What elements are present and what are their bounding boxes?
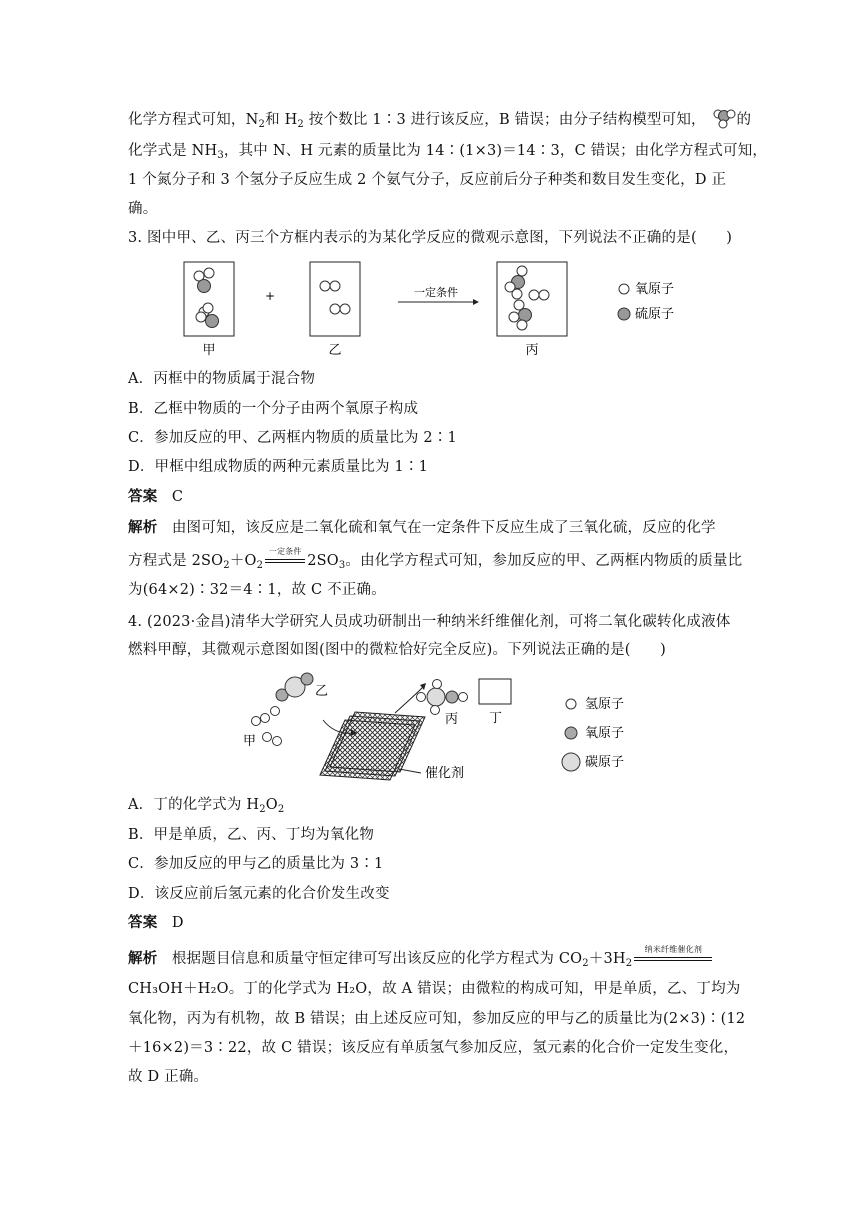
- oxygen-legend-icon: [619, 284, 629, 294]
- catalyst-label: 催化剂: [425, 766, 465, 781]
- para1-line2: 化学式是 $NH_3$，其中 N、H 元素的质量比为 14∶(1×3)＝14∶3，C 错误；由化学方程式可知，: [128, 143, 768, 161]
- q3-option-d: D．甲框中组成物质的两种元素质量比为 1∶1: [128, 459, 429, 475]
- reaction-condition: 一定条件: [263, 551, 307, 571]
- plus-sign: +: [264, 289, 276, 303]
- para1-line4: 确。: [128, 201, 158, 217]
- q4-stem-line1: 4. (2023·金昌)清华大学研究人员成功研制出一种纳米纤维催化剂，可将二氧化碳转化成液体: [128, 614, 731, 630]
- legend-carbon-label: 碳原子: [585, 755, 625, 770]
- arrow-condition-label: 一定条件: [414, 286, 458, 299]
- legend-oxygen-label: 氧原子: [585, 726, 625, 741]
- q4-option-c: C．参加反应的甲与乙的质量比为 3∶1: [128, 856, 384, 872]
- para1-line1: 化学方程式可知，$N_2$和 $H_2$ 按个数比 1∶3 进行该反应，B 错误；由分子结构模型可知， 的: [128, 108, 751, 130]
- q3-stem: 3. 图中甲、乙、丙三个方框内表示的为某化学反应的微观示意图，下列说法不正确的是( ): [128, 230, 733, 246]
- legend-sulfur-label: 硫原子: [635, 307, 675, 322]
- q3-analysis-line3: 为(64×2)∶32＝4∶1，故 C 不正确。: [128, 582, 386, 598]
- q3-analysis-line2: 方程式是 $2SO_2+O_2$ 一定条件 $2SO_3$。由化学方程式可知，参加反应的甲、乙两框内物质的质量比: [128, 547, 743, 571]
- label-bing: 丙: [445, 712, 459, 727]
- legend-hydrogen-label: 氢原子: [585, 697, 625, 712]
- label-yi: 乙: [315, 684, 329, 699]
- q4-option-d: D．该反应前后氢元素的化合价发生改变: [128, 886, 390, 902]
- legend-oxygen-label: 氧原子: [635, 282, 675, 297]
- q3-option-b: B．乙框中物质的一个分子由两个氧原子构成: [128, 401, 419, 417]
- hydrogen-legend-icon: [566, 699, 576, 709]
- q4-option-a: A．丁的化学式为 $H_2O_2$: [128, 797, 285, 815]
- q4-analysis-line2: CH₃OH＋H₂O。丁的化学式为 H₂O，故 A 错误；由微粒的构成可知，甲是单质，乙、丁均为: [128, 981, 741, 997]
- oxygen-legend-icon: [565, 727, 577, 739]
- q4-analysis-line1: 解析 根据题目信息和质量守恒定律可写出该反应的化学方程式为 $CO_2+3H_2$ 纳米纤维催化剂: [128, 949, 714, 969]
- reaction-condition-q4: 纳米纤维催化剂: [632, 949, 714, 969]
- box-ding: [479, 679, 511, 704]
- q3-reaction-figure: [170, 255, 730, 360]
- q3-option-a: A．丙框中的物质属于混合物: [128, 371, 316, 387]
- label-jia: 甲: [243, 734, 257, 749]
- q3-analysis-line1: 解析 由图可知，该反应是二氧化硫和氧气在一定条件下反应生成了三氧化硫，反应的化学: [128, 519, 716, 536]
- sulfur-legend-icon: [618, 308, 630, 320]
- q4-analysis-line3: 氧化物，丙为有机物，故 B 错误；由上述反应可知，参加反应的甲与乙的质量比为(2×3)∶(12: [128, 1011, 746, 1027]
- label-ding: 丁: [489, 711, 503, 726]
- q4-analysis-line4: ＋16×2)＝3∶22，故 C 错误；该反应有单质氢气参加反应，氢元素的化合价一定发生变化，: [128, 1040, 739, 1056]
- q4-answer: 答案 D: [128, 914, 184, 931]
- q4-analysis-line5: 故 D 正确。: [128, 1069, 209, 1085]
- nh3-molecule-icon: [711, 108, 737, 130]
- label-bing: 丙: [525, 343, 539, 358]
- q4-stem-line2: 燃料甲醇，其微观示意图如图(图中的微粒恰好完全反应)。下列说法正确的是( ): [128, 642, 666, 658]
- q3-option-c: C．参加反应的甲、乙两框内物质的质量比为 2∶1: [128, 430, 457, 446]
- para1-line3: 1 个氮分子和 3 个氢分子反应生成 2 个氨气分子，反应前后分子种类和数目发生变化，D 正: [128, 172, 727, 188]
- q3-answer: 答案 C: [128, 488, 184, 505]
- carbon-legend-icon: [562, 753, 580, 771]
- q4-catalyst-figure: [235, 665, 635, 790]
- box-yi: [310, 262, 360, 336]
- label-jia: 甲: [202, 343, 216, 358]
- label-yi: 乙: [328, 343, 342, 358]
- q4-option-b: B．甲是单质，乙、丙、丁均为氧化物: [128, 827, 375, 843]
